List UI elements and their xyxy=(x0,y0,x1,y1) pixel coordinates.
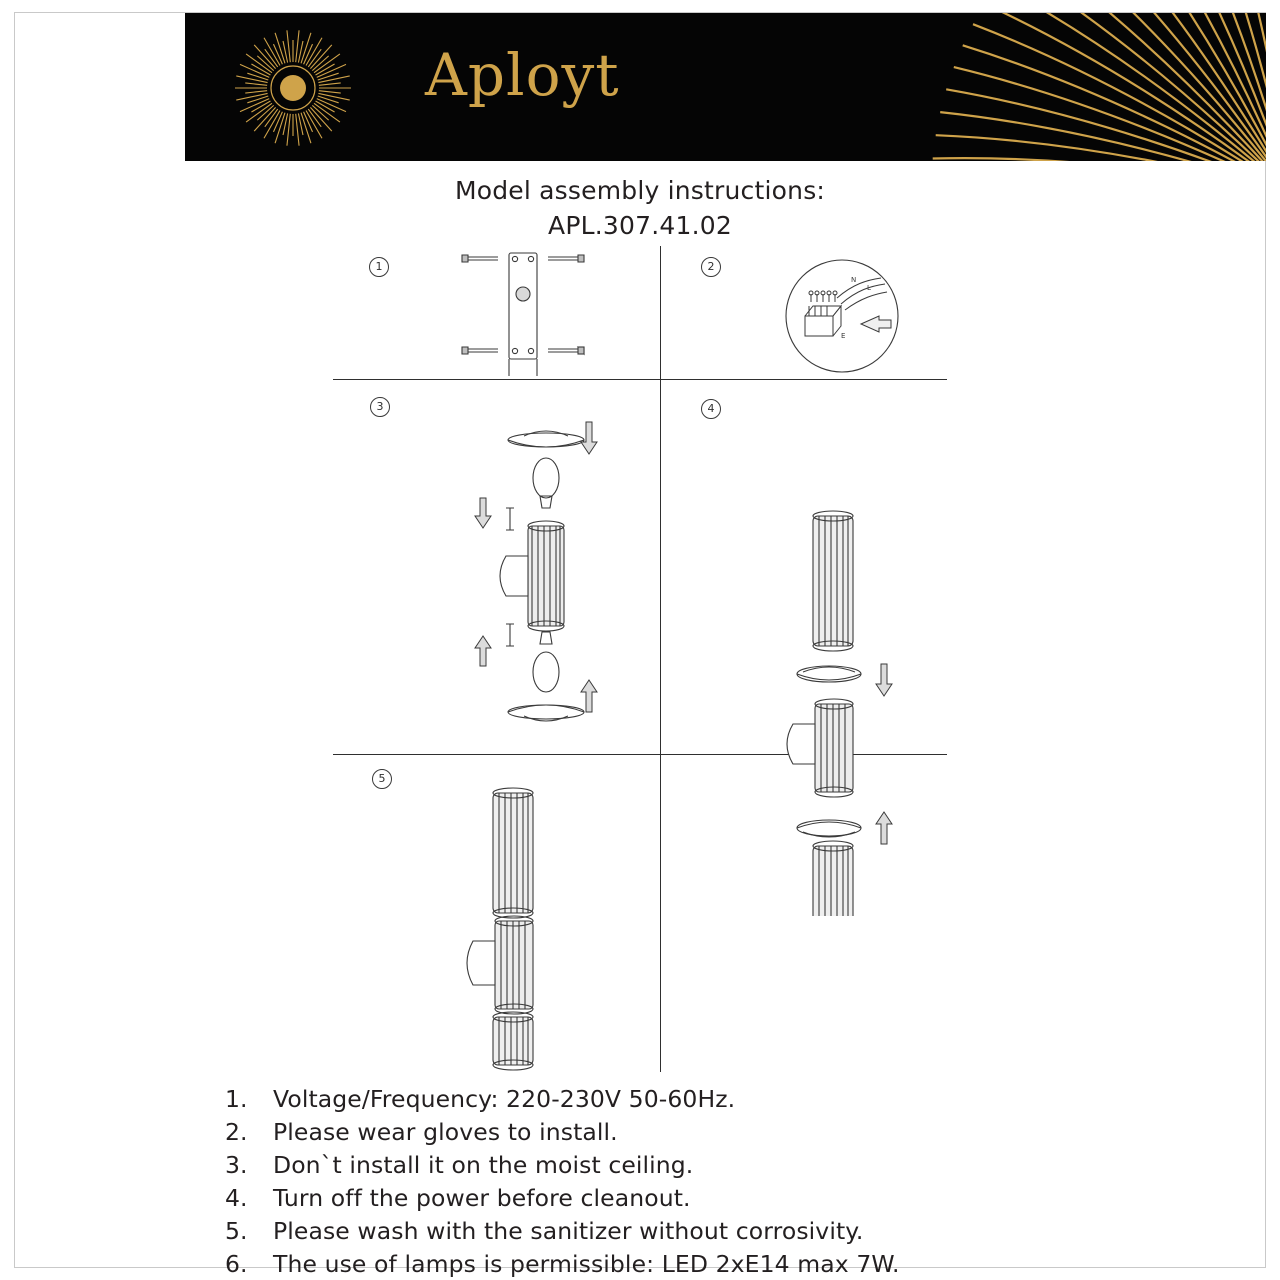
note-index: 5. xyxy=(225,1217,248,1245)
note-index: 3. xyxy=(225,1151,248,1179)
note-index: 6. xyxy=(225,1250,248,1278)
svg-text:E: E xyxy=(841,332,846,340)
note-text: Please wash with the sanitizer without corrosivity. xyxy=(273,1217,864,1245)
list-item xyxy=(225,1182,1125,1215)
notes-list xyxy=(225,1083,1125,1280)
step-marker-4: 4 xyxy=(701,399,721,419)
list-item xyxy=(225,1149,1125,1182)
note-index: 4. xyxy=(225,1184,248,1212)
brand-header xyxy=(185,13,1266,161)
bulb-and-shade-assembly-icon xyxy=(428,416,658,726)
wall-bracket-plate-icon xyxy=(458,246,588,381)
glass-tube-mounting-icon xyxy=(763,496,933,916)
fan-rays-icon xyxy=(836,13,1266,161)
note-text: Please wear gloves to install. xyxy=(273,1118,618,1146)
finished-wall-lamp-icon xyxy=(443,781,583,1076)
page-title: Model assembly instructions: xyxy=(454,176,826,205)
divider-row-1 xyxy=(333,379,947,380)
brand-name: Aployt xyxy=(425,41,620,109)
svg-text:N: N xyxy=(851,276,857,284)
list-item xyxy=(225,1116,1125,1149)
terminal-block-wiring-icon xyxy=(775,258,910,378)
divider-col-mid xyxy=(660,379,661,754)
note-text: Don`t install it on the moist ceiling. xyxy=(273,1151,694,1179)
step-marker-1: 1 xyxy=(369,257,389,277)
title-block xyxy=(0,176,1280,240)
list-item xyxy=(225,1215,1125,1248)
note-text: The use of lamps is permissible: LED 2xE14 max 7W. xyxy=(273,1250,900,1278)
list-item xyxy=(225,1248,1125,1280)
note-text: Voltage/Frequency: 220-230V 50-60Hz. xyxy=(273,1085,736,1113)
svg-text:L: L xyxy=(867,284,871,292)
step-marker-2: 2 xyxy=(701,257,721,277)
note-index: 1. xyxy=(225,1085,248,1113)
divider-col-top xyxy=(660,246,661,379)
model-number: APL.307.41.02 xyxy=(548,211,732,240)
note-index: 2. xyxy=(225,1118,248,1146)
sunburst-logo-icon xyxy=(232,27,354,149)
list-item xyxy=(225,1083,1125,1116)
step-marker-3: 3 xyxy=(370,397,390,417)
assembly-diagram xyxy=(333,246,947,1076)
step-marker-5: 5 xyxy=(372,769,392,789)
divider-col-bottom xyxy=(660,754,661,1072)
note-text: Turn off the power before cleanout. xyxy=(273,1184,691,1212)
